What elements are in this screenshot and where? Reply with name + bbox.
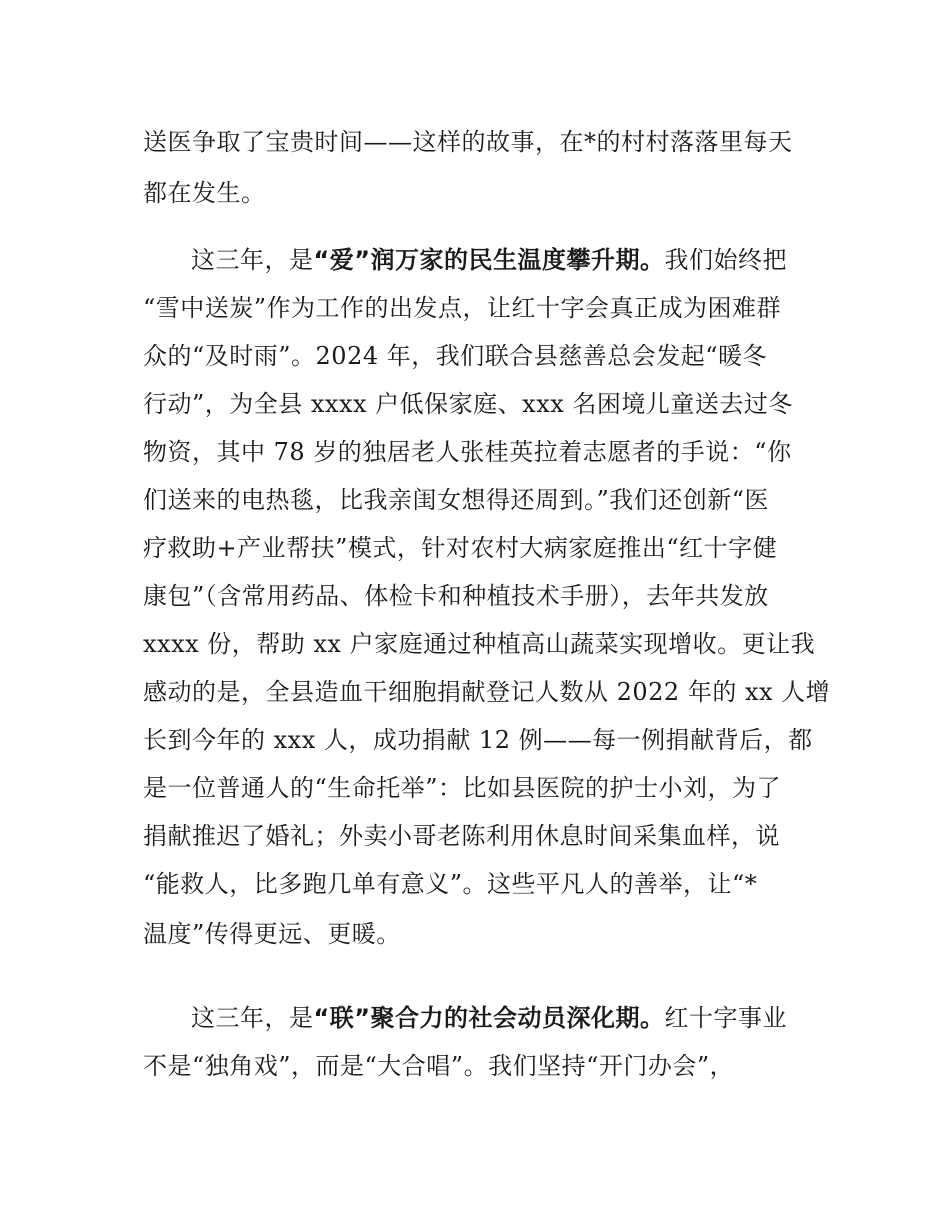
- paragraph-text: 我们始终把: [664, 246, 788, 274]
- paragraph-line: xxxx 份，帮助 xx 户家庭通过种植高山蔬菜实现增收。更让我: [143, 630, 816, 658]
- paragraph-line: “雪中送炭”作为工作的出发点，让红十字会真正成为困难群: [143, 294, 782, 322]
- paragraph-first-line: [191, 1003, 823, 1033]
- paragraph-line: 长到今年的 xxx 人，成功捐献 12 例——每一例捐献背后，都: [143, 726, 813, 754]
- paragraph-line: 是一位普通人的“生命托举”：比如县医院的护士小刘，为了: [143, 774, 782, 802]
- paragraph-text: 红十字事业: [664, 1004, 788, 1032]
- paragraph-line: 温度”传得更远、更暖。: [143, 920, 401, 948]
- paragraph-line: 们送来的电热毯，比我亲闺女想得还周到。”我们还创新“医: [143, 486, 770, 514]
- paragraph-line: 疗救助+产业帮扶”模式，针对农村大病家庭推出“红十字健: [143, 534, 778, 562]
- paragraph-line: 都在发生。: [143, 179, 266, 207]
- paragraph-line: “能救人，比多跑几单有意义”。这些平凡人的善举，让“*: [143, 870, 758, 898]
- paragraph-line: 不是“独角戏”，而是“大合唱”。我们坚持“开门办会”，: [143, 1052, 735, 1080]
- paragraph-first-line: [191, 245, 823, 275]
- section-heading: “联”聚合力的社会动员深化期。: [313, 1004, 665, 1032]
- paragraph-intro: 这三年，是: [191, 246, 314, 274]
- paragraph-line: 众的“及时雨”。2024 年，我们联合县慈善总会发起“暖冬: [143, 342, 768, 370]
- section-heading: “爱”润万家的民生温度攀升期。: [313, 246, 665, 274]
- paragraph-line: 感动的是，全县造血干细胞捐献登记人数从 2022 年的 xx 人增: [143, 678, 831, 706]
- paragraph-line: 捐献推迟了婚礼；外卖小哥老陈利用休息时间采集血样，说: [143, 822, 780, 850]
- paragraph-line: 行动”，为全县 xxxx 户低保家庭、xxx 名困境儿童送去过冬: [143, 390, 793, 418]
- paragraph-line: 物资，其中 78 岁的独居老人张桂英拉着志愿者的手说：“你: [143, 438, 792, 466]
- paragraph-line: 康包”（含常用药品、体检卡和种植技术手册），去年共发放: [143, 582, 769, 610]
- paragraph-intro: 这三年，是: [191, 1004, 314, 1032]
- paragraph-line: 送医争取了宝贵时间——这样的故事，在*的村村落落里每天: [143, 128, 793, 156]
